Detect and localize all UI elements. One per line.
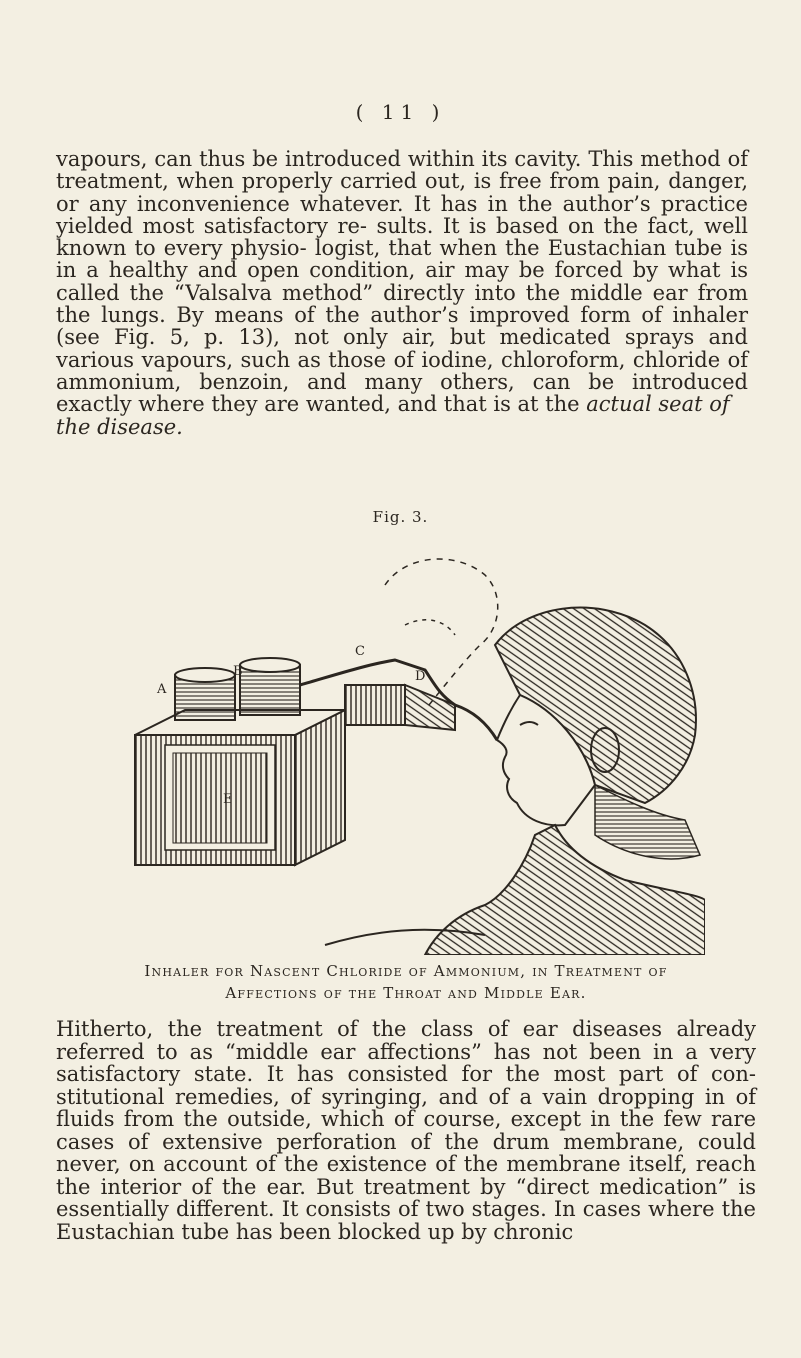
text-line: lungs. By means of the author’s improved form of inhaler (see: [56, 303, 748, 350]
text-line: where the Eustachian tube has been blocked up by chronic: [56, 1197, 756, 1244]
text-line: logist, that when the Eustachian tube is in a healthy and: [56, 236, 748, 283]
paragraph-intro: [56, 148, 748, 438]
text-line: the interior of the ear. But treatment by “direct medication”: [56, 1174, 729, 1199]
text-line: stitutional remedies, of syringing, and of a vain dropping in of: [56, 1084, 756, 1109]
text-line: fluids from the outside, which of course, except in the few rare: [56, 1107, 756, 1131]
emphasis-text: the disease.: [56, 414, 183, 439]
text-line: “Valsalva method” directly into the middle ear from the: [56, 280, 748, 328]
text-line: method of treatment, when properly carried out, is free: [56, 147, 748, 194]
emphasis-text: actual seat of: [586, 392, 730, 417]
text-line: exactly where they are wanted, and that is at the: [56, 392, 580, 417]
text-line: open condition, air may be forced by what is called the: [56, 258, 748, 305]
text-line: referred to as “middle ear affections” has not been in a very: [56, 1039, 756, 1064]
figure-label: Fig. 3.: [372, 508, 429, 526]
label-a: A: [157, 682, 167, 697]
label-c: C: [355, 644, 365, 659]
text-line: vapours, such as those of iodine, chloroform, chloride of: [141, 347, 749, 372]
text-line: satisfactory state. It has consisted for the most part of con-: [56, 1062, 756, 1086]
caption-line: Inhaler for Nascent Chloride of Ammonium, in Treatment of: [144, 962, 668, 980]
text-line: cases of extensive perforation of the drum membrane, could: [56, 1129, 756, 1154]
text-line: ammonium, benzoin, and many others, can be introduced: [56, 369, 748, 394]
text-line: has in the author’s practice yielded most satisfactory re-: [56, 191, 748, 238]
page-number: ( 11 ): [355, 100, 446, 124]
text-line: vapours, can thus be introduced within its cavity. This: [56, 147, 634, 171]
caption-line: Affections of the Throat and Middle Ear.: [225, 984, 587, 1002]
inhaler-illustration: [125, 535, 705, 955]
label-b: B: [233, 664, 243, 679]
label-e: E: [223, 792, 233, 807]
label-d: D: [415, 669, 426, 684]
text-line: Hitherto, the treatment of the class of ear diseases already: [56, 1017, 756, 1041]
figure-caption: [56, 960, 756, 1004]
text-line: is essentially different. It consists of two stages. In cases: [56, 1174, 756, 1221]
text-line: sults. It is based on the fact, well known to every physio-: [56, 213, 748, 261]
paragraph-body: [56, 1018, 756, 1243]
text-line: never, on account of the existence of the membrane itself, reach: [56, 1152, 756, 1176]
text-line: from pain, danger, or any inconvenience whatever. It: [56, 169, 748, 216]
inhaler-engraving: [125, 535, 705, 955]
text-line: Fig. 5, p. 13), not only air, but medicated sprays and various: [56, 325, 748, 372]
